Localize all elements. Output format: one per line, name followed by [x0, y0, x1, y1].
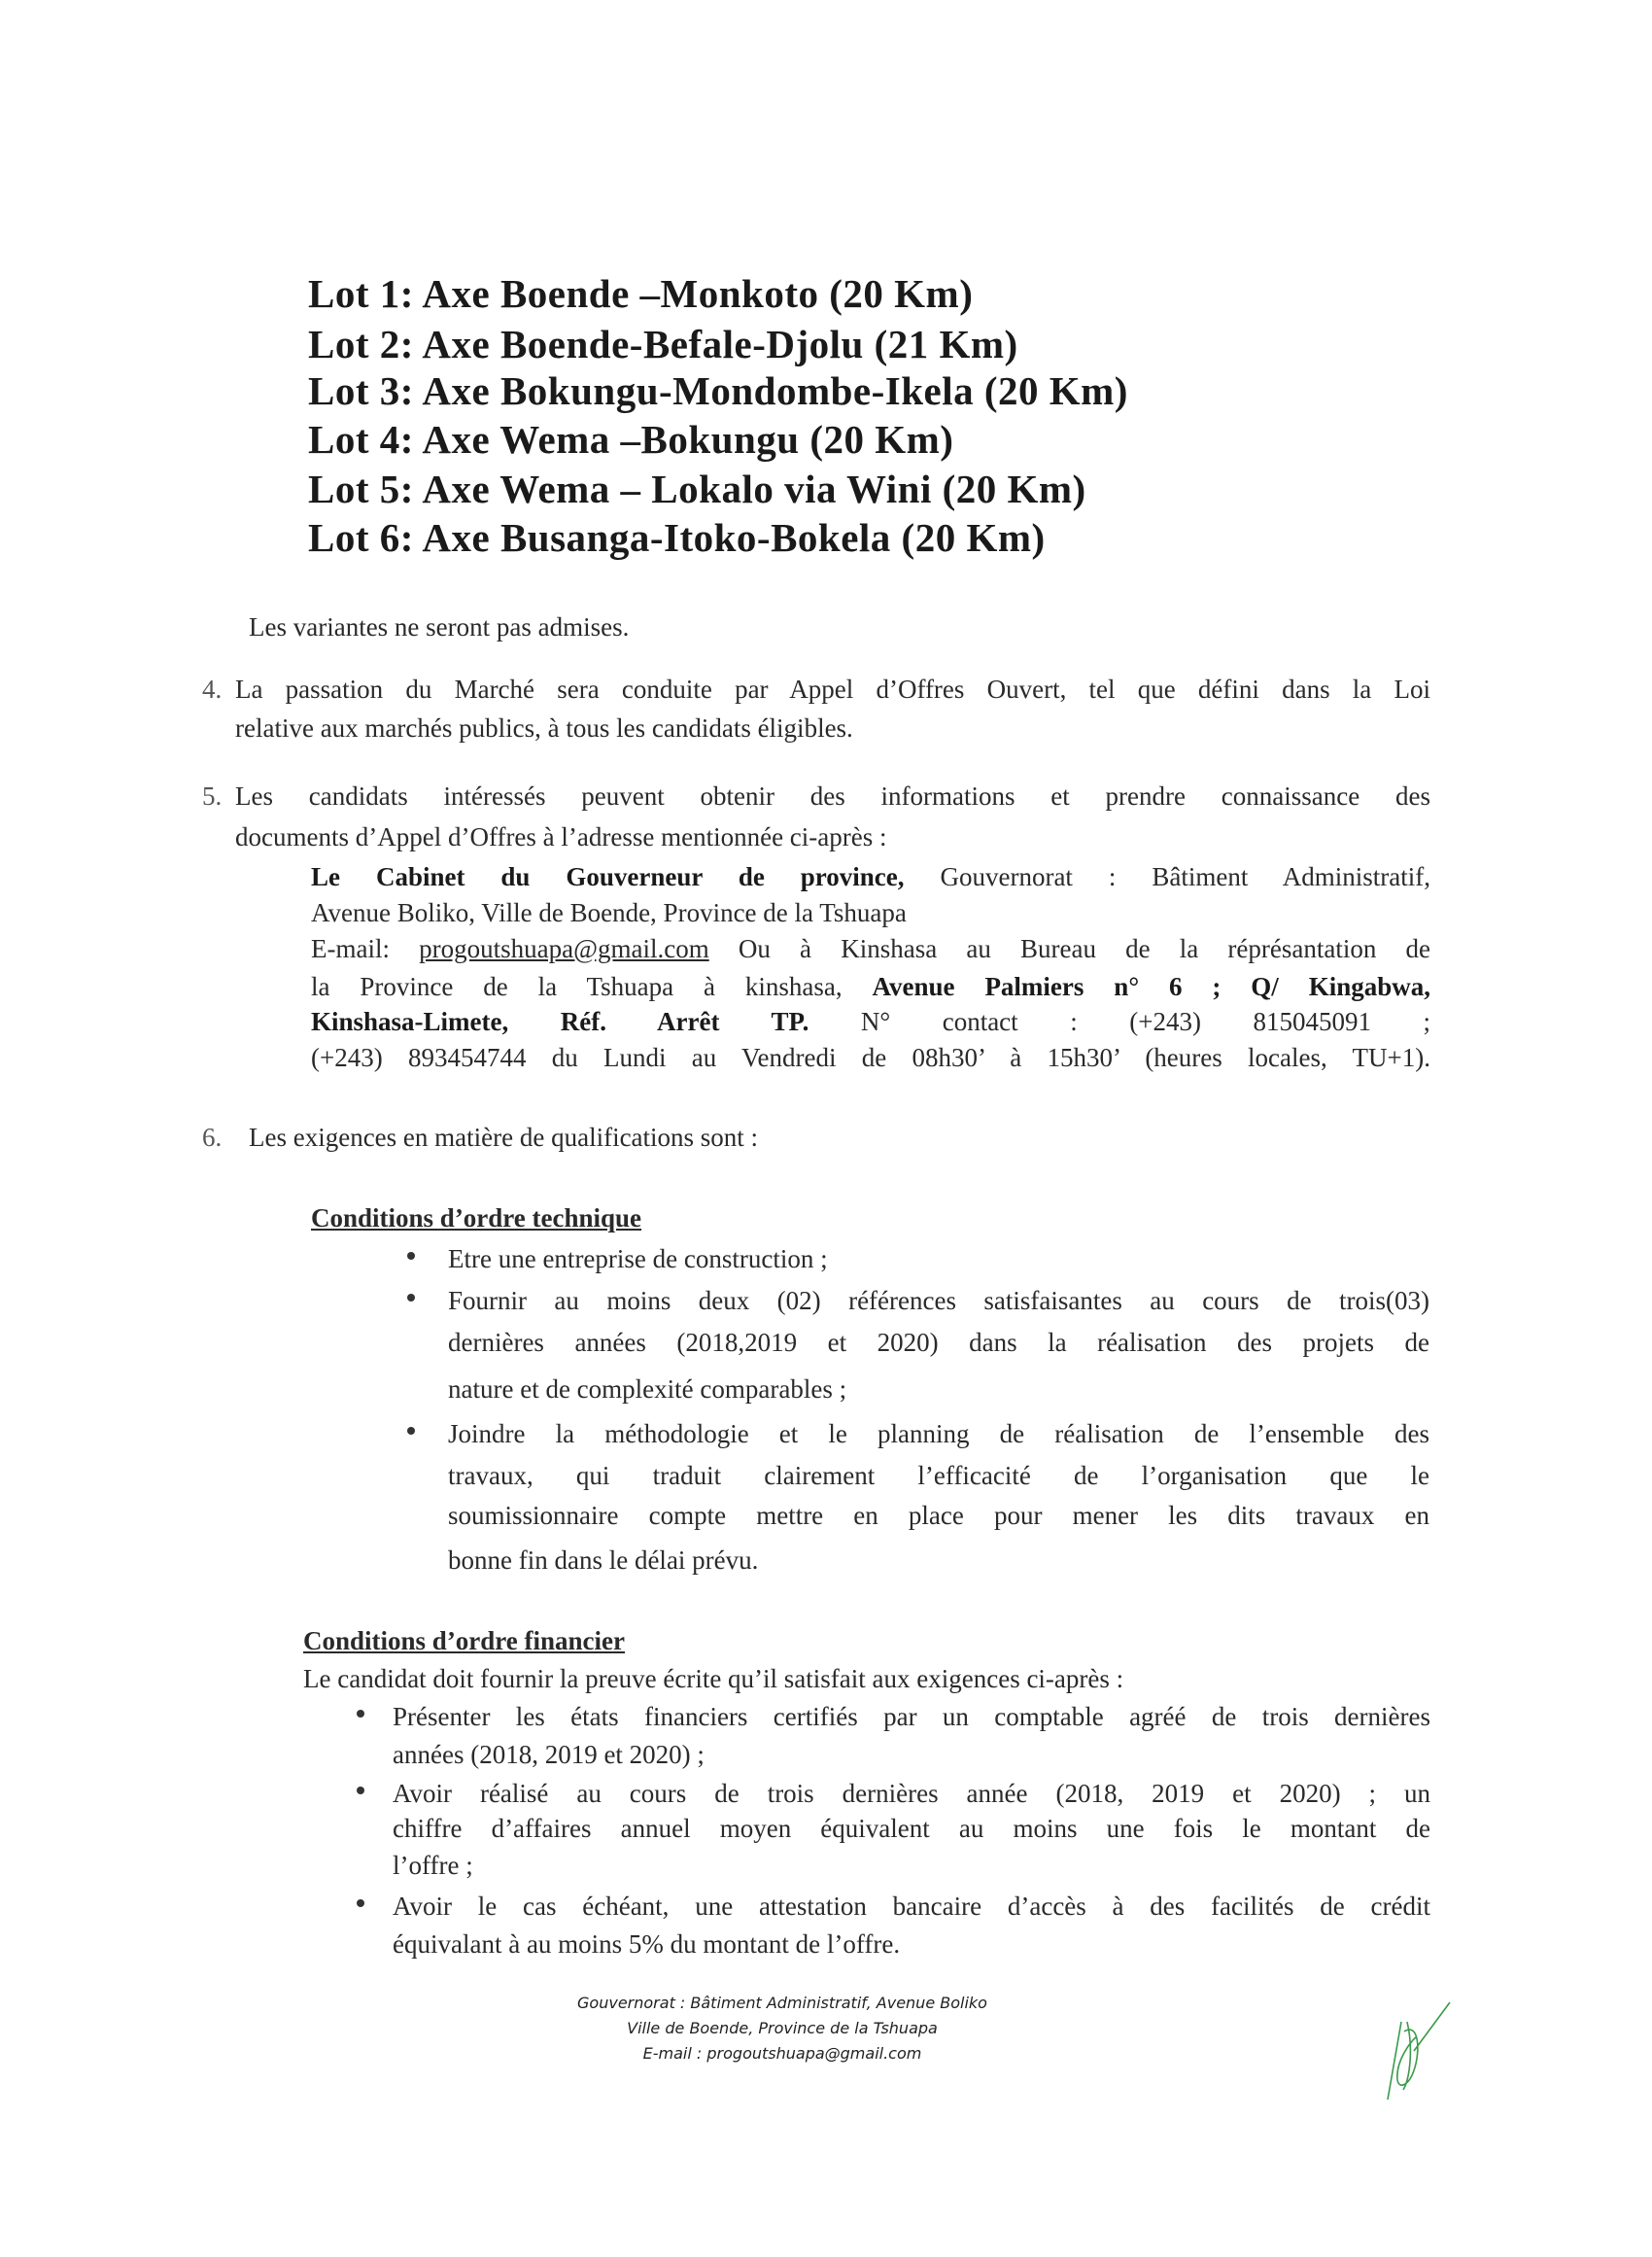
list-item: années (2018, 2019 et 2020) ; [393, 1740, 705, 1769]
footer-line: E-mail : progoutshuapa@gmail.com [642, 2044, 922, 2063]
address-line-5: Kinshasa-Limete, Réf. Arrêt TP. N° contact : (+243) 815045091 ; [311, 1007, 1431, 1036]
address-line-1: Le Cabinet du Gouverneur de province, Gouvernorat : Bâtiment Administratif, [311, 862, 1431, 891]
list-item: Joindre la méthodologie et le planning de réalisation de l’ensemble des [448, 1419, 1429, 1448]
financier-heading: Conditions d’ordre financier [303, 1626, 626, 1655]
bullet-icon [357, 1787, 364, 1794]
bullet-icon [407, 1294, 415, 1302]
financier-intro: Le candidat doit fournir la preuve écrite qu’il satisfait aux exigences ci-après : [303, 1664, 1124, 1693]
lot-1: Lot 1: Axe Boende –Monkoto (20 Km) [308, 271, 974, 316]
list-item: Fournir au moins deux (02) références satisfaisantes au cours de trois(03) [448, 1286, 1429, 1315]
item-6-number: 6. [202, 1123, 223, 1152]
address-line-6: (+243) 893454744 du Lundi au Vendredi de 08h30’ à 15h30’ (heures locales, TU+1). [311, 1043, 1430, 1072]
list-item: Etre une entreprise de construction ; [448, 1244, 828, 1273]
bullet-icon [357, 1710, 364, 1718]
address-line-4: la Province de la Tshuapa à kinshasa, Avenue Palmiers n° 6 ; Q/ Kingabwa, [311, 972, 1430, 1001]
list-item: chiffre d’affaires annuel moyen équivalent au moins une fois le montant de [393, 1814, 1430, 1843]
lot-5: Lot 5: Axe Wema – Lokalo via Wini (20 Km) [308, 467, 1086, 511]
list-item: Avoir le cas échéant, une attestation bancaire d’accès à des facilités de crédit [393, 1892, 1430, 1921]
list-item: l’offre ; [393, 1851, 473, 1880]
list-item: bonne fin dans le délai prévu. [448, 1545, 759, 1575]
variantes-text: Les variantes ne seront pas admises. [249, 612, 630, 642]
list-item: dernières années (2018,2019 et 2020) dans la réalisation des projets de [448, 1328, 1429, 1357]
item-5-number: 5. [202, 781, 223, 811]
footer-address [544, 1991, 1020, 2066]
item-5-line: documents d’Appel d’Offres à l’adresse mentionnée ci-après : [235, 822, 887, 851]
item-4-number: 4. [202, 675, 223, 704]
lot-4: Lot 4: Axe Wema –Bokungu (20 Km) [308, 417, 954, 462]
footer-line: Gouvernorat : Bâtiment Administratif, Avenue Boliko [577, 1994, 987, 2012]
signature-icon [1360, 1993, 1458, 2109]
lot-2: Lot 2: Axe Boende-Befale-Djolu (21 Km) [308, 322, 1018, 366]
list-item: soumissionnaire compte mettre en place pour mener les dits travaux en [448, 1501, 1429, 1530]
item-5-line: Les candidats intéressés peuvent obtenir des informations et prendre connaissance des [235, 781, 1430, 811]
list-item: équivalant à au moins 5% du montant de l’offre. [393, 1929, 901, 1959]
email-link[interactable]: progoutshuapa@gmail.com [419, 934, 709, 963]
lot-3: Lot 3: Axe Bokungu-Mondombe-Ikela (20 Km) [308, 368, 1128, 413]
bullet-icon [407, 1252, 415, 1260]
bullet-icon [357, 1899, 364, 1907]
footer-line: Ville de Boende, Province de la Tshuapa [627, 2019, 938, 2037]
technique-heading: Conditions d’ordre technique [311, 1203, 642, 1233]
address-line-2: Avenue Boliko, Ville de Boende, Province de la Tshuapa [311, 898, 907, 927]
lot-6: Lot 6: Axe Busanga-Itoko-Bokela (20 Km) [308, 515, 1046, 560]
list-item: Présenter les états financiers certifiés par un comptable agréé de trois dernières [393, 1702, 1430, 1731]
list-item: Avoir réalisé au cours de trois dernières année (2018, 2019 et 2020) ; un [393, 1779, 1430, 1808]
list-item: nature et de complexité comparables ; [448, 1374, 847, 1404]
item-4-line: La passation du Marché sera conduite par Appel d’Offres Ouvert, tel que défini dans la Loi [235, 675, 1430, 704]
item-6-text: Les exigences en matière de qualifications sont : [249, 1123, 759, 1152]
item-4-line: relative aux marchés publics, à tous les candidats éligibles. [235, 713, 853, 743]
list-item: travaux, qui traduit clairement l’efficacité de l’organisation que le [448, 1461, 1429, 1490]
bullet-icon [407, 1427, 415, 1435]
address-line-3: E-mail: progoutshuapa@gmail.com Ou à Kinshasa au Bureau de la réprésantation de [311, 934, 1431, 963]
